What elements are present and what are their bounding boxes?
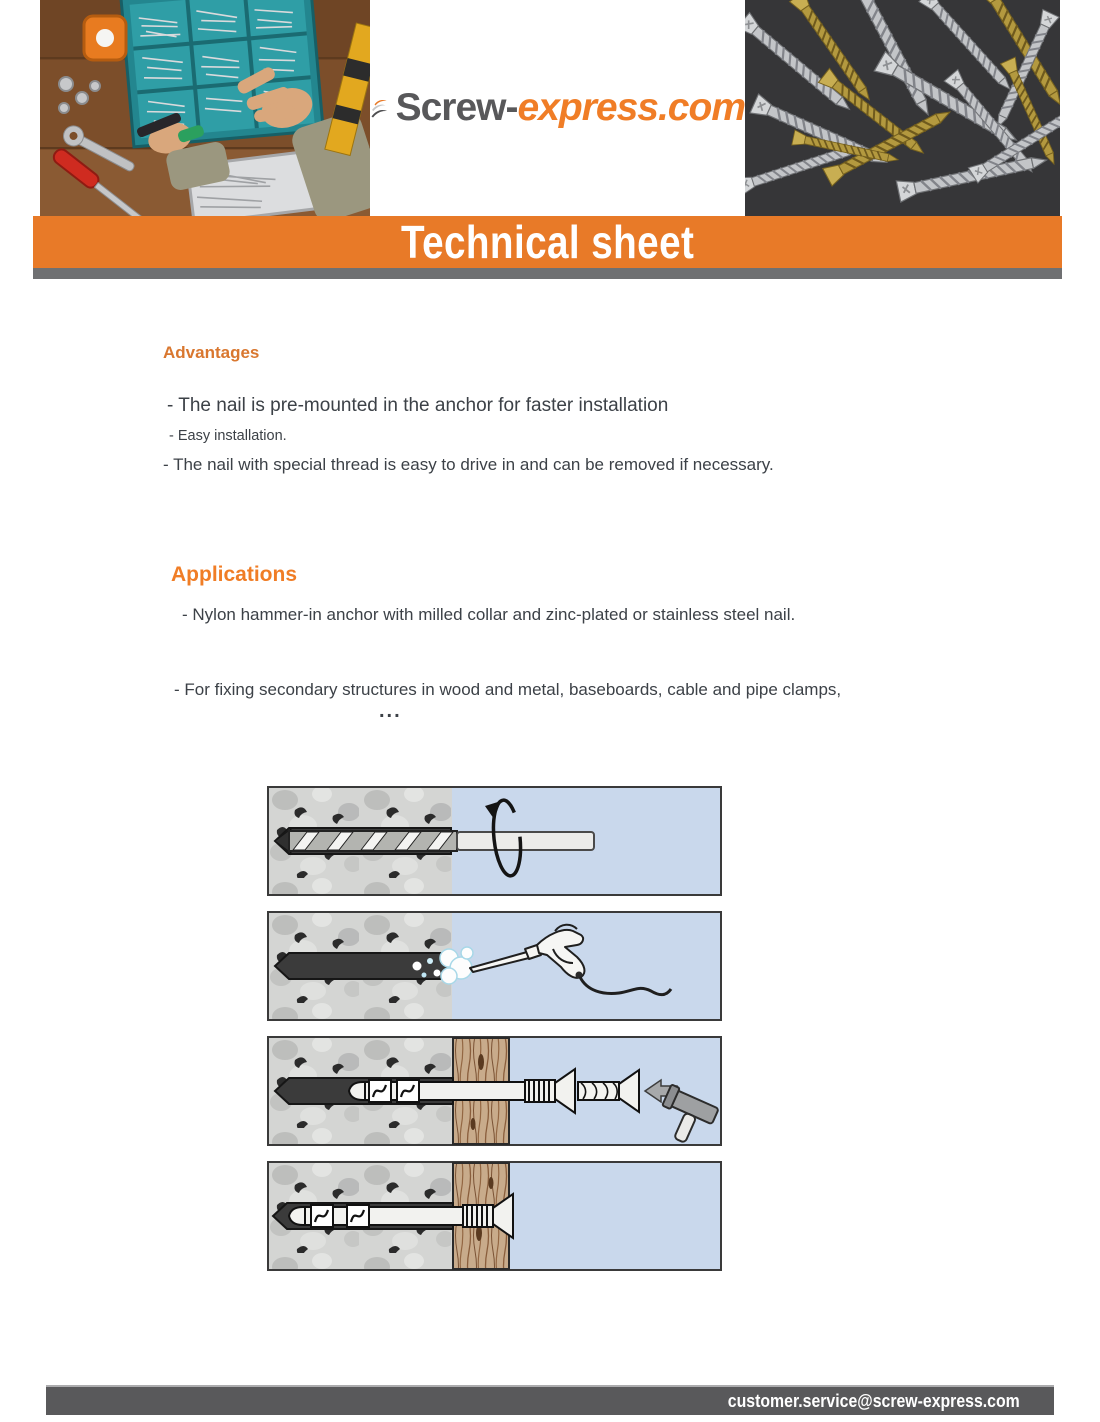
- advantage-item: - The nail with special thread is easy to drive in and can be removed if necessary.: [163, 455, 774, 474]
- brand-logo: [370, 0, 745, 216]
- illustration-step-clean: [267, 911, 722, 1021]
- workbench-photo: [40, 0, 370, 216]
- application-item: - Nylon hammer-in anchor with milled collar and zinc-plated or stainless steel nail.: [182, 605, 796, 624]
- illustration-step-drill: [267, 786, 722, 896]
- footer-bar: [46, 1385, 1054, 1415]
- advantage-item: - The nail is pre-mounted in the anchor for faster installation: [167, 395, 669, 416]
- drill-bit: [275, 829, 594, 853]
- logo-primary-text: Screw-: [395, 86, 518, 129]
- advantage-item: - Easy installation.: [169, 428, 287, 444]
- page-title: Technical sheet: [400, 216, 695, 268]
- screws-photo: [745, 0, 1060, 216]
- advantages-heading: Advantages: [163, 343, 260, 362]
- footer-email: customer.service@screw-express.com: [728, 1391, 1020, 1411]
- more-ellipsis: ...: [379, 700, 402, 722]
- title-banner: [33, 216, 1062, 268]
- divider-bar: [33, 268, 1062, 279]
- applications-heading: Applications: [171, 563, 298, 586]
- illustration-step-hammer: [267, 1036, 722, 1146]
- illustration-step-installed: [267, 1161, 722, 1271]
- logo-swoosh-icon: [370, 71, 388, 145]
- logo-secondary-text: express.com: [517, 86, 745, 129]
- tape-measure: [84, 16, 126, 60]
- application-item: - For fixing secondary structures in wood and metal, baseboards, cable and pipe clamps,: [174, 680, 842, 699]
